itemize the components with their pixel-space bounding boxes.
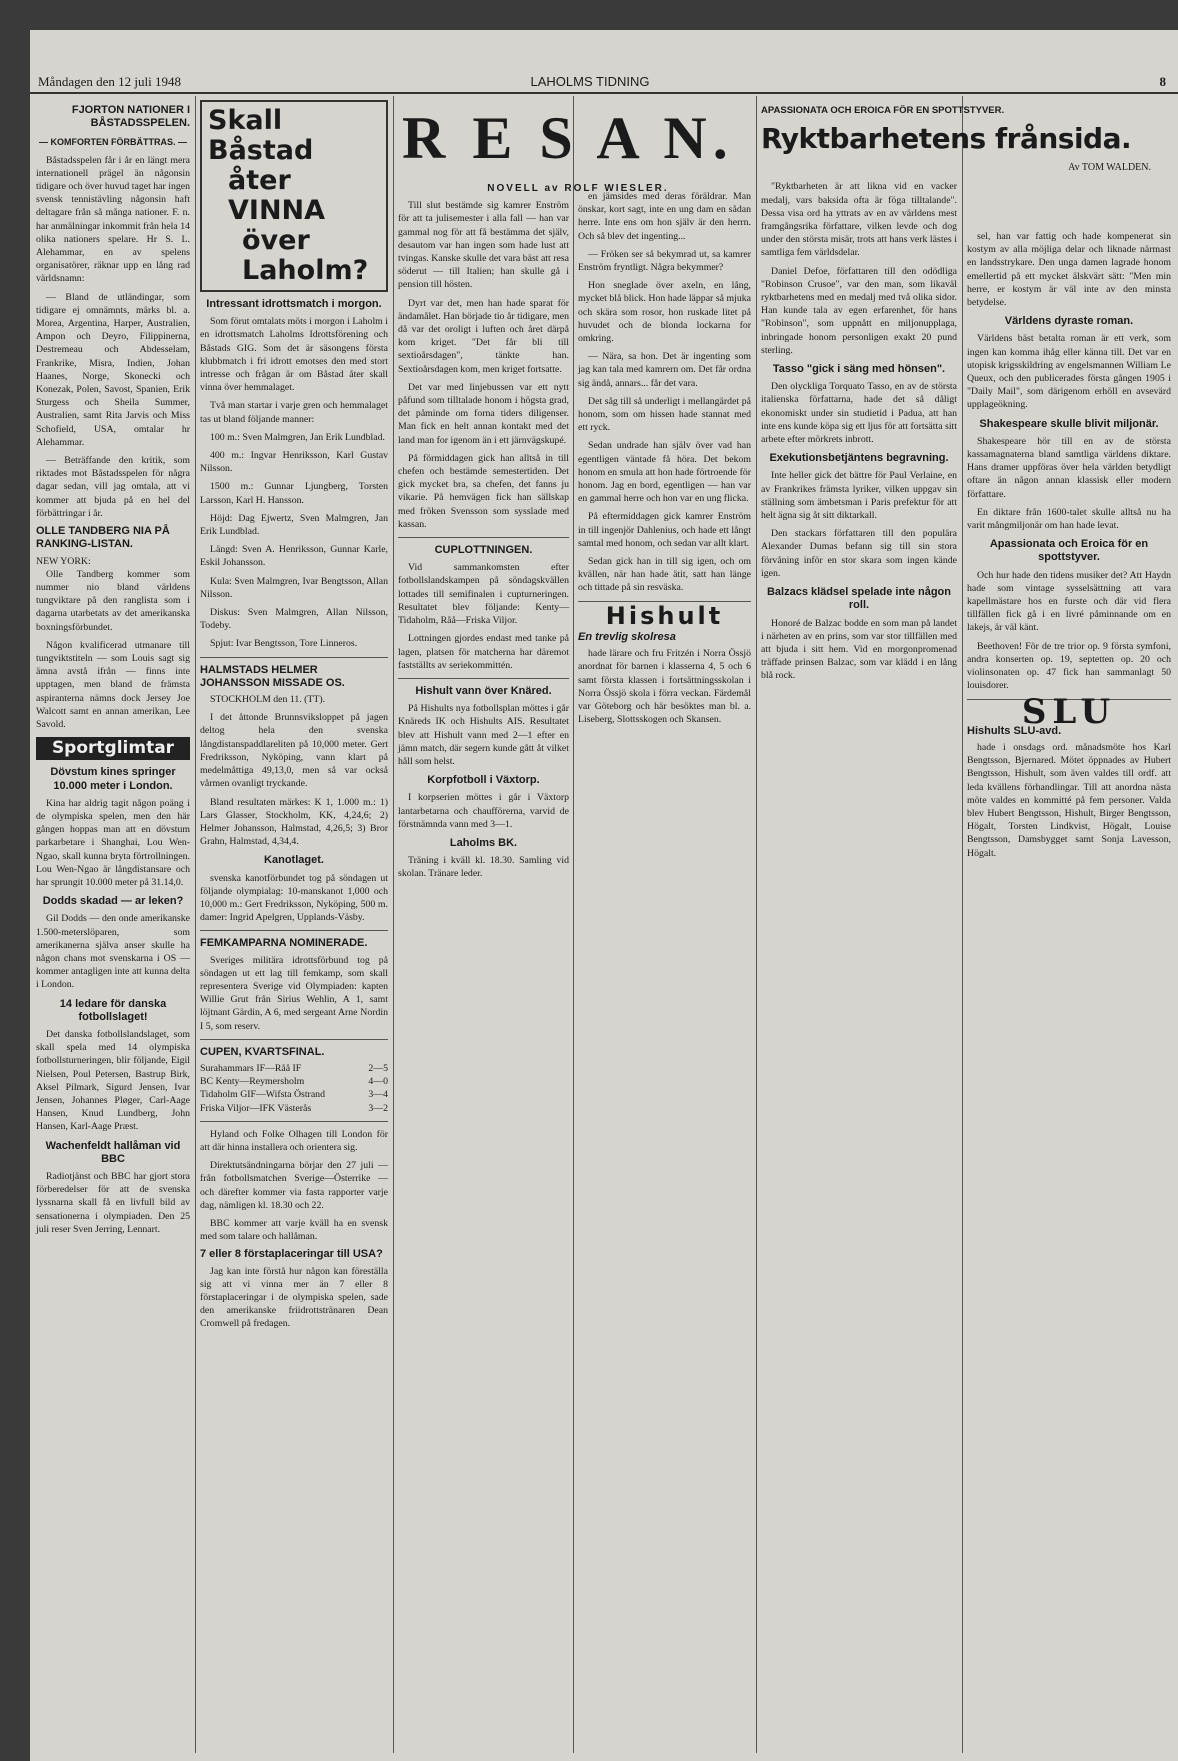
paragraph: Diskus: Sven Malmgren, Allan Nilsson, Todeby. — [200, 607, 388, 632]
headline-cuplottningen: CUPLOTTNINGEN. — [434, 544, 533, 557]
paragraph: I det åttonde Brunnsviksloppet på jagen deltog hela den svenska långdistanspaddlareliten på 10,000 meter. Gert Fredriksson, Nyköping, vann klart på medelmåttiga 49,13,0, men så var också vårmen ovanligt tryckande. — [200, 712, 388, 790]
result-score: 3—2 — [368, 1102, 388, 1114]
kicker: APASSIONATA OCH EROICA FÖR EN SPOTTSTYVER. — [761, 105, 1005, 116]
paragraph: På eftermiddagen gick kamrer Enström in till ingenjör Dahlenius, och hade ett långt samtal med honom, och sedan var allt klart. — [578, 511, 751, 549]
paragraph: hade lärare och fru Fritzén i Norra Össjö anordnat för barnen i klasserna 4, 5 och 6 samt första klassen i fortsättningsskolan i Norra Össjö skola i förra veckan. Färdemål var Göteborg och här besöktes man bl. a. Liseberg, Slottsskogen och Skansen. — [578, 648, 751, 726]
subhead-exekution: Exekutionsbetjäntens begravning. — [769, 452, 949, 465]
result-match: Friska Viljor—IFK Västerås — [200, 1102, 312, 1114]
paragraph: Det danska fotbollslandslaget, som skall spela med 14 olympiska fotbollsturneringen, blir följande, Eigil Nielsen, Poul Petersen, Bastrup Birk, Aksel Pilmark, Sigurd Jensen, Ivar Jensen, Johannes Pløger, Carl-Aage Hansen, Knud Lundberg, John Hansen, Karl-Aage Præst. — [36, 1029, 190, 1133]
paragraph: Vid sammankomsten efter fotbollslandskampen på söndagskvällen lottades till semifinalen i cupturneringen. Resultatet blev följande: Kenty—Tidaholm, Råå—Friska Viljor. — [398, 562, 569, 627]
paragraph: Olle Tandberg kommer som nummer nio bland världens tungviktare på den ranglista som i dagarna utarbetats av det amerikanska boxningsförbundet. — [36, 568, 190, 633]
paragraph: Inte heller gick det bättre för Paul Verlaine, en av Frankrikes främsta lyriker, vilken uppgav sin ställning som ämbetsman i Paris prefektur för att helt ägna sig åt sitt diktarkall. — [761, 470, 957, 522]
paragraph: 1500 m.: Gunnar Ljungberg, Torsten Larsson, Karl H. Hansson. — [200, 481, 388, 506]
result-row — [200, 1102, 388, 1115]
result-match: BC Kenty—Reymersholm — [200, 1076, 305, 1088]
story-byline: NOVELL av ROLF WIESLER. — [487, 183, 669, 194]
paragraph: Det såg till så underligt i mellangärdet på honom, som om hissen hade stannat med ett ryck. — [578, 395, 751, 434]
newspaper-page — [30, 30, 1178, 1761]
paragraph: Längd: Sven A. Henriksson, Gunnar Karle, Eskil Johansson. — [200, 544, 388, 569]
column-2 — [200, 100, 388, 1750]
paragraph: en jämsides med deras föräldrar. Man önskar, kort sagt, inte en ung dam en sådan herre. Inte ens om hon själv är den herrn. Och så blev det ingenting... — [578, 191, 751, 242]
header-paper-name: LAHOLMS TIDNING — [530, 74, 650, 89]
subhead-tasso: Tasso "gick i säng med hönsen". — [772, 363, 946, 376]
headline-femkamparna: FEMKAMPARNA NOMINERADE. — [200, 937, 368, 950]
separator — [200, 1121, 388, 1122]
paragraph: Sedan undrade han själv över vad han egentligen väntade få höra. Det bekom honom en smula att hon hade förtroende för honom. Jag en bord, egentligen — han var en gammal herre och hon var en ung flicka. — [578, 440, 751, 505]
separator — [398, 678, 569, 679]
subhead-balzac: Balzacs klädsel spelade inte någon roll. — [766, 586, 951, 612]
header-page-number: 8 — [1159, 74, 1166, 89]
paragraph: Båstadsspelen får i år en längt mera internationell prägel än någonsin tidigare och över huvud taget har ingen svensk tennistävling någonsin haft deltagare från så många nationer. F. n. har anmälningar inkommit från hela 14 olika nationers spelare. Hr S. L. Alehammar, en av spelens organisatörer, räknar upp en lång rad världsnamn: — [36, 154, 190, 285]
result-row — [200, 1088, 388, 1101]
paragraph: Två man startar i varje gren och hemmalaget tas ut bland följande manner: — [200, 400, 388, 425]
subhead-dyraste-roman: Världens dyraste roman. — [1004, 315, 1134, 328]
headline-dovstum-kines: Dövstum kines springer 10.000 meter i London. — [50, 766, 176, 792]
paragraph: Hyland och Folke Olhagen till London för att där hinna installera och orientera sig. — [200, 1128, 388, 1153]
paragraph: sel, han var fattig och hade kompenerat sin kostym av alla möjliga delar och liknade närmast en landsstrykare. Den unga damen lagrade honom emellertid på ett mycket älskvärt sätt: "Men min herre, er kostym är väl inte av den minsta betydelse. — [967, 231, 1171, 309]
paragraph: Som förut omtalats möts i morgon i Laholm i en idrottsmatch Laholms Idrottsförening och Båstads GIG. Som det är säsongens första klubbmatch i fri idrott emotses den med stort intresse och frågan är om Båstad åter skall vinna över hemmalaget. — [200, 316, 388, 394]
paragraph: Sveriges militära idrottsförbund tog på söndagen ut ett lag till femkamp, som skall representera Sverige vid Olympiaden: kapten Willie Grut från Sirius Wehlin, A 1, samt löjtnant Gärdin, A 6, med sergeant Arne Nordin I 5, som reserv. — [200, 954, 388, 1032]
separator — [200, 657, 388, 658]
paragraph: Bland resultaten märkes: K 1, 1.000 m.: 1) Lars Glasser, Stockholm, KK, 4,24,6; 2) Helmer Johansson, Halmstad, 4,26,5; 3) Bror Grahn, Halmstad, 4,34,4. — [200, 796, 388, 848]
headline-tandberg: OLLE TANDBERG NIA PÅ RANKING-LISTAN. — [36, 525, 170, 551]
paragraph: hade i onsdags ord. månadsmöte hos Karl Bengtsson, Bjernared. Mötet öppnades av Hubert Bengtsson, Hishult, som även valdes till ordf. att leda kvällens förhandlingar. Till att anordna nästa möte valdes en kommitté på fem personer. Valda blev Hubert Bengtsson, Hishult, Birger Bengtsson, Högalt, Torsten Lindkvist, Högalt, Louise Bengtsson, Damsbygget samt Sonja Lavesson, Högalt. — [967, 741, 1171, 859]
paragraph: svenska kanotförbundet tog på söndagen ut följande olympialag: 10-manskanot 1,000 och 10,000 m.: Gert Fredriksson, Nyköping, 500 m. damer: Ingrid Apelgren, Upplands-Väsby. — [200, 872, 388, 924]
paragraph: — Nära, sa hon. Det är ingenting som jag kan tala med kamrern om. Det får ordna sig ändå, annars... får det vara. — [578, 351, 751, 389]
paragraph: — Beträffande den kritik, som riktades mot Båstadsspelen för några dagar sedan, vill jag omtala, att vi kommer att bjuda på en hel del förbättringar i år. — [36, 455, 190, 519]
headline-korpfotboll: Korpfotboll i Växtorp. — [427, 774, 540, 787]
headline-wachenfeldt: Wachenfeldt hallåman vid BBC — [45, 1139, 181, 1165]
paragraph: Radiotjänst och BBC har gjort stora förberedelser för att de svenska lyssnarna skall få en livfull bild av sensationerna i olympiaden. Den 25 juli reser Sven Jerring, Lennart. — [36, 1171, 190, 1235]
paragraph: Beethoven! För de tre trior op. 9 första symfoni, andra konserten op. 19, septetten op. 20 och violinsonaten op. 47 fick han sammanlagt 50 louisdorer. — [967, 640, 1171, 692]
cup-results — [200, 1062, 388, 1115]
result-score: 2—5 — [368, 1062, 388, 1074]
paragraph: BBC kommer att varje kväll ha en svensk med som talare och hallåman. — [200, 1217, 388, 1243]
paragraph: Jag kan inte förstå hur någon kan föreställa sig att vi vinna mer än 7 eller 8 förstaplaceringar i de olympiska spelen, sade den amerikanske friidrottstränaren Dean Cromwell på fredagen. — [200, 1265, 388, 1330]
column-4 — [578, 190, 751, 1750]
banner-text: Sportglimtar — [51, 738, 175, 759]
result-match: Surahammars IF—Råå IF — [200, 1062, 302, 1074]
paragraph: STOCKHOLM den 11. (TT). — [210, 694, 326, 706]
paragraph: Shakespeare hör till en av de största kassamagnaterna bland samtliga världens diktare. Hans dramer uppföras över hela världen betydligt oftare än någon annan klassisk eller modern författare. — [967, 435, 1171, 500]
headline-hishult-knared: Hishult vann över Knäred. — [415, 684, 552, 697]
headline-dodds: Dodds skadad — ar leken? — [42, 895, 184, 908]
paragraph: Det var med linjebussen var ett nytt påfund som tilltalade honom i högsta grad, det påminde om forna tiders diligenser. Man fick en helt annan kontakt med det land man for igenom än i ett järnvägskupé. — [398, 381, 569, 446]
paragraph: 100 m.: Sven Malmgren, Jan Erik Lundblad. — [210, 431, 385, 443]
paragraph: Och hur hade den tidens musiker det? Att Haydn hade som vintage sysselsättning att vara kapellmästare hos en furste och där vid flera tillfällen fick gå i en livré påminnande om en lakejs, är väl känt. — [967, 569, 1171, 634]
headline-line: Skall Båstad — [208, 105, 314, 166]
dateline: NEW YORK: — [36, 555, 91, 567]
headline-line: åter VINNA — [228, 165, 326, 226]
paragraph: Till slut bestämde sig kamrer Enström för att ta julisemester i alla fall — han var gammal nog för att få bestämma det själv, desautom var han ingen som hade lust att tvingas. Kanske skulle det vara bäst att resa söderut — till Italien; han skulle gå i pension till hösten. — [398, 200, 569, 291]
column-rule — [756, 96, 757, 1753]
column-rule — [195, 96, 196, 1753]
result-score: 4—0 — [368, 1076, 388, 1088]
column-rule — [573, 96, 574, 1753]
headline-kanotlaget: Kanotlaget. — [264, 854, 324, 867]
result-match: Tidaholm GIF—Wifsta Östrand — [200, 1089, 325, 1101]
column-1 — [36, 100, 190, 1750]
paragraph: — Bland de utländingar, som tidigare ej omnämnts, märks bl. a. Morea, Argentina, Harper, Australien, Ampon och Deyro, Filippinerna, Destremeau och Abdesselam, Frankrike, Misra, Indien, Johan Haanes, Norge, Skonecki och Konezak, Polen, Savost, Spanien, Erik Sturgess och Sheila Summer, Australien, samt Rita Jarvis och Miss Schofield, USA, omtalar hr Alehammar. — [36, 291, 190, 448]
paragraph: Lottningen gjordes endast med tanke på lagen, platsen för matcherna har däremot fastställts av seriekommittén. — [398, 633, 569, 671]
subhead-idrottsmatch: Intressant idrottsmatch i morgon. — [206, 298, 382, 310]
column-6 — [967, 230, 1171, 1750]
result-score: 3—4 — [368, 1089, 388, 1101]
byline: Av TOM WALDEN. — [1068, 162, 1151, 174]
headline-danska-fotbollslaget: 14 ledare för danska fotbollslaget! — [59, 997, 167, 1023]
paragraph: En diktare från 1600-talet skulle alltså nu ha varit mångmiljonär om han hade levat. — [967, 506, 1171, 532]
headline-ryktbarhetens-fransida: Ryktbarhetens frånsida. — [761, 122, 1132, 156]
subhead-apassionata: Apassionata och Eroica för en spottstyver. — [989, 538, 1149, 564]
result-row — [200, 1062, 388, 1075]
subhead-komforten: — KOMFORTEN FÖRBÄTTRAS. — — [39, 137, 187, 148]
headline-fjorton-nationer: FJORTON NATIONER I BÅSTADSSPELEN. — [71, 104, 190, 130]
paragraph: Gil Dodds — den onde amerikanske 1.500-meterslöparen, som amerikanerna själva anser skulle ha någon chans mot svenskarna i OS — kommer antagligen inte att kunna delta i London. — [36, 913, 190, 991]
paragraph: Höjd: Dag Ejwertz, Sven Malmgren, Jan Erik Lundblad. — [200, 512, 388, 538]
sportglimtar-banner — [36, 737, 190, 760]
paragraph: På förmiddagen gick han alltså in till chefen och bestämde semestertiden. Det gick mycket bra, sa chefen, det fanns ju vikarie. På hemvägen fick han sällskap med fröken Svensson som sysslade med kassan. — [398, 452, 569, 530]
subhead-shakespeare: Shakespeare skulle blivit miljonär. — [979, 417, 1159, 430]
paragraph: Kina har aldrig tagit någon poäng i de olympiska spelen, men den här gången hoppas man att en dövstum parkarbetare i Shanghai, Lou Wen-Ngao, skall kunna bryta förtrollningen. Lou Wen-Ngao är långdistansare och har sprungit 10.000 meter på 31.14,0. — [36, 797, 190, 888]
paragraph: Världens bäst betalta roman är ett verk, som ingen kan komma ihåg eller känna till. Det var en utopisk krigsskildring av engelsmannen William Le Queux, och den publicerades första gången 1905 i "Daily Mail", som därigenom erhöll en avsevärd upplageökning. — [967, 333, 1171, 411]
separator — [398, 537, 569, 538]
paragraph: Den olyckliga Torquato Tasso, en av de största italienska författarna, hade det så dåligt ekonomiskt under sin studietid i Padua, att han inte ens kunde köpa sig ett ljus för att fortsätta sitt arbete efter mörkrets inbrott. — [761, 381, 957, 446]
slu-title: SLU — [1021, 691, 1117, 732]
headline-cupen: CUPEN, KVARTSFINAL. — [200, 1045, 325, 1058]
separator — [200, 930, 388, 931]
separator — [200, 1039, 388, 1040]
paragraph: På Hishults nya fotbollsplan möttes i går Knäreds IK och Hishults AIS. Resultatet blev att Hishult vann med 2—1 efter en jämn match, där segern kunde gått åt vilket håll som helst. — [398, 703, 569, 767]
paragraph: Honoré de Balzac bodde en som man på landet i närheten av en prins, som var stor tillfällen med att bjuda i sitt hem. Vid en morgonpromenad träffade prinsen Balzac, som var klädd i en lång blå rock. — [761, 617, 957, 682]
paragraph: Daniel Defoe, författaren till den odödliga "Robinson Crusoe", var den man, som likaväl ryktbarhetens med en medalj med två olika sidor. Han kunde tala av egen erfarenhet, för hans "Robinson", som uppnått en miljonupplaga, inbringade honom personligen exakt 20 pund sterling. — [761, 265, 957, 356]
paragraph: Någon kvalificerad utmanare till tungviktstiteln — som Louis sagt sig ämna avstå ifrån — finns inte upptagen, men bland de främsta aspiranterna nämns dock Jersey Joe Walcott samt en annan amerikan, Lee Savold. — [36, 639, 190, 730]
paragraph: Spjut: Ivar Bengtsson, Tore Linneros. — [210, 638, 358, 650]
column-rule — [393, 96, 394, 1753]
paragraph: Direktutsändningarna börjar den 27 juli — från fotbollsmatchen Sverige—Österrike — och därefter kommer via fasta rapporter varje dag, nämligen kl. 18.30 och 22. — [200, 1160, 388, 1211]
article-body — [36, 154, 190, 520]
result-row — [200, 1075, 388, 1088]
column-rule — [962, 96, 963, 1753]
headline-usa: 7 eller 8 förstaplaceringar till USA? — [200, 1248, 383, 1261]
headline-skall-bastad — [200, 100, 388, 292]
paragraph: Träning i kväll kl. 18.30. Samling vid skolan. Tränare leder. — [398, 855, 569, 880]
headline-halmstads-helmer: HALMSTADS HELMER JOHANSSON MISSADE OS. — [200, 663, 345, 689]
paragraph: Sedan gick han in till sig igen, och om kvällen, när han hade ätit, satt han länge och tittade på sin resväska. — [578, 556, 751, 594]
paragraph: Dyrt var det, men han hade sparat för ändamålet. Han började tio år tidigare, men då var det oroligt i luften och året därpå kom kriget. "Det får bli till sextioårsdagen", tänkte han. Sextioårsdagen kom, men kriget fortsatte. — [398, 297, 569, 375]
paragraph: "Ryktbarheten är att likna vid en vacker medalj, vars baksida ofta är föga tilltalande". Dessa visa ord ha yttrats av en av världens mest framgångsrika författare, vilken levde och dog under den största misär, trots att hans verk lästes i samtliga fem världsdelar. — [761, 181, 957, 259]
subhead-skolresa: En trevlig skolresa — [578, 630, 676, 643]
paragraph: Hon sneglade över axeln, en lång, mycket blå blick. Hon hade läppar så mjuka och skära som rosor, hon ruskade litet på huvudet och de blonda lockarna for omkring. — [578, 280, 751, 345]
paragraph: Kula: Sven Malmgren, Ivar Bengtsson, Allan Nilsson. — [200, 575, 388, 600]
paragraph: I korpserien möttes i går i Växtorp lantarbetarna och chaufförerna, varvid de förstnämnda vann med 3—1. — [398, 792, 569, 830]
headline-laholms-bk: Laholms BK. — [449, 836, 518, 849]
header-rule — [30, 92, 1178, 94]
paragraph: — Fröken ser så bekymrad ut, sa kamrer Enström fryntligt. Några bekymmer? — [578, 248, 751, 274]
story-title-resan: R E S A N. — [402, 105, 734, 171]
header-date: Måndagen den 12 juli 1948 — [38, 74, 181, 89]
headline-line: över Laholm? — [242, 225, 369, 286]
paragraph: 400 m.: Ingvar Henriksson, Karl Gustav Nilsson. — [200, 450, 388, 475]
paragraph: Den stackars författaren till den populära Alexander Dumas befann sig till sin stora förvåning inför en stor skara som ingen kände igen. — [761, 528, 957, 579]
slu-subhead: Hishults SLU-avd. — [967, 724, 1062, 737]
section-hishult: Hishult — [605, 601, 724, 630]
